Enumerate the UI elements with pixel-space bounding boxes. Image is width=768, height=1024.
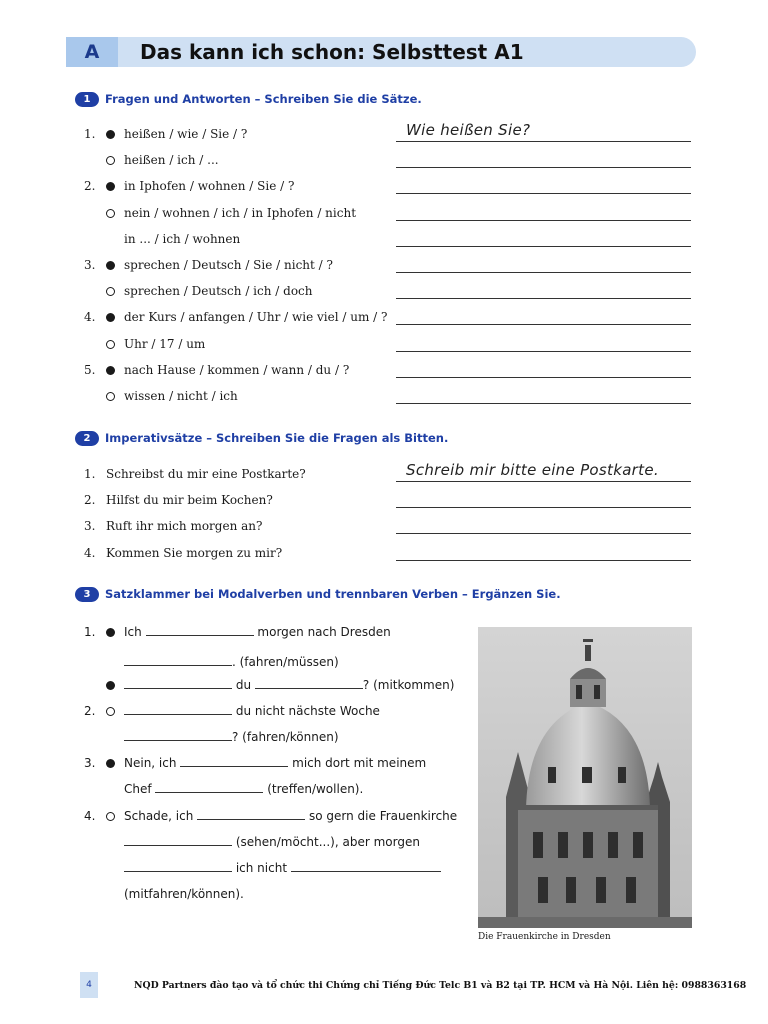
blank-field[interactable] <box>180 754 288 767</box>
speaker-filled-icon <box>106 628 115 637</box>
speaker-filled-icon <box>106 313 115 322</box>
blank-field[interactable] <box>124 653 232 666</box>
prompt-text: Uhr / 17 / um <box>124 336 206 351</box>
answer-line[interactable] <box>396 220 691 221</box>
answer-line[interactable] <box>396 272 691 273</box>
fill-line <box>124 753 426 773</box>
speaker-filled-icon <box>106 182 115 191</box>
exercise-row <box>0 490 768 510</box>
item-number: 2. <box>84 704 96 718</box>
fill-text: . (fahren/müssen) <box>232 655 339 669</box>
speaker-open-icon <box>106 707 115 716</box>
section2-heading <box>75 431 448 446</box>
exercise-row <box>0 516 768 536</box>
section3-number: 3 <box>75 587 99 602</box>
answer-line[interactable] <box>396 403 691 404</box>
answer-line[interactable] <box>396 351 691 352</box>
blank-field[interactable] <box>124 833 232 846</box>
blank-field[interactable] <box>124 676 232 689</box>
photo-caption: Die Frauenkirche in Dresden <box>478 932 611 942</box>
blank-field[interactable] <box>291 859 441 872</box>
prompt-text: nein / wohnen / ich / in Iphofen / nicht <box>124 205 357 220</box>
prompt-text: nach Hause / kommen / wann / du / ? <box>124 362 350 377</box>
speaker-filled-icon <box>106 366 115 375</box>
fill-line <box>124 622 391 642</box>
speaker-filled-icon <box>106 130 115 139</box>
page-title: Das kann ich schon: Selbsttest A1 <box>140 40 524 64</box>
answer-line[interactable] <box>396 298 691 299</box>
exercise-row <box>0 281 768 301</box>
item-number: 1. <box>84 467 96 481</box>
answer-line[interactable] <box>396 507 691 508</box>
answer-line[interactable] <box>396 141 691 142</box>
answer-line[interactable] <box>396 533 691 534</box>
section2-title: Imperativsätze – Schreiben Sie die Fragen als Bitten. <box>105 431 449 445</box>
fill-line <box>124 832 420 852</box>
fill-line <box>124 806 457 826</box>
exercise-row <box>0 334 768 354</box>
item-number: 3. <box>84 756 96 770</box>
page-number: 4 <box>80 972 98 998</box>
exercise-row <box>0 386 768 406</box>
fill-text: ich nicht <box>235 861 288 875</box>
blank-field[interactable] <box>255 676 363 689</box>
exercise-row <box>0 150 768 170</box>
speaker-open-icon <box>106 287 115 296</box>
speaker-filled-icon <box>106 261 115 270</box>
speaker-filled-icon <box>106 759 115 768</box>
prompt-text: der Kurs / anfangen / Uhr / wie viel / um / ? <box>124 310 388 325</box>
speaker-filled-icon <box>106 681 115 690</box>
speaker-open-icon <box>106 812 115 821</box>
fill-text: ? (fahren/können) <box>232 730 339 744</box>
fill-text: (treffen/wollen). <box>267 782 364 796</box>
fill-text: mich dort mit meinem <box>292 756 427 770</box>
fill-line <box>124 858 441 878</box>
header-letter: A <box>66 37 118 67</box>
item-number: 2. <box>84 493 96 508</box>
prompt-text: Hilfst du mir beim Kochen? <box>106 493 273 508</box>
fill-line <box>124 779 363 799</box>
answer-line[interactable] <box>396 324 691 325</box>
speaker-open-icon <box>106 156 115 165</box>
exercise-row <box>0 203 768 223</box>
fill-text: du nicht nächste Woche <box>235 704 380 718</box>
item-number: 3. <box>84 519 96 534</box>
blank-field[interactable] <box>124 859 232 872</box>
fill-text: Chef <box>124 782 152 796</box>
section2-number: 2 <box>75 431 99 446</box>
speaker-open-icon <box>106 340 115 349</box>
blank-field[interactable] <box>155 780 263 793</box>
answer-line[interactable] <box>396 167 691 168</box>
frauenkirche-photo <box>478 627 692 928</box>
exercise-row <box>0 360 768 380</box>
item-number: 5. <box>84 362 96 377</box>
footer-text: NQD Partners đào tạo và tổ chức thi Chứng chỉ Tiếng Đức Telc B1 và B2 tại TP. HCM và Hà Nội. Liên hệ: 0988363168 <box>134 980 747 991</box>
item-number: 3. <box>84 258 96 272</box>
exercise-row <box>0 255 768 275</box>
prompt-text: heißen / ich / ... <box>124 153 219 168</box>
fill-text: du <box>235 678 252 692</box>
fill-text: Nein, ich <box>124 756 177 770</box>
prompt-text: in ... / ich / wohnen <box>124 231 241 246</box>
exercise-row <box>0 307 768 327</box>
prompt-text: heißen / wie / Sie / ? <box>124 127 248 141</box>
fill-text: ? (mitkommen) <box>362 678 455 692</box>
item-number: 4. <box>84 809 96 823</box>
fill-text: Schade, ich <box>124 809 194 823</box>
answer-line[interactable] <box>396 481 691 482</box>
prompt-text: Ruft ihr mich morgen an? <box>106 519 263 534</box>
answer-line[interactable] <box>396 560 691 561</box>
blank-field[interactable] <box>197 807 305 820</box>
exercise-row <box>0 121 768 144</box>
fill-text: Ich <box>124 625 142 639</box>
exercise-row <box>0 229 768 249</box>
prompt-text: Kommen Sie morgen zu mir? <box>106 545 283 560</box>
fill-line <box>124 701 380 721</box>
fill-text: (sehen/möcht...), aber morgen <box>235 835 420 849</box>
fill-text: (mitfahren/können). <box>124 887 244 901</box>
item-number: 4. <box>84 545 96 560</box>
item-number: 1. <box>84 127 96 141</box>
fill-text: morgen nach Dresden <box>257 625 391 639</box>
section3-title: Satzklammer bei Modalverben und trennbaren Verben – Ergänzen Sie. <box>105 587 561 601</box>
exercise-row <box>0 176 768 196</box>
handwritten-answer: Wie heißen Sie? <box>406 121 531 139</box>
prompt-text: in Iphofen / wohnen / Sie / ? <box>124 179 295 194</box>
prompt-text: sprechen / Deutsch / Sie / nicht / ? <box>124 258 333 272</box>
fill-text: so gern die Frauenkirche <box>309 809 458 823</box>
prompt-text: wissen / nicht / ich <box>124 389 238 403</box>
blank-field[interactable] <box>124 728 232 741</box>
answer-line[interactable] <box>396 246 691 247</box>
item-number: 4. <box>84 310 96 325</box>
blank-field[interactable] <box>124 702 232 715</box>
answer-line[interactable] <box>396 193 691 194</box>
answer-line[interactable] <box>396 377 691 378</box>
item-number: 1. <box>84 625 96 639</box>
handwritten-answer: Schreib mir bitte eine Postkarte. <box>406 461 659 479</box>
speaker-open-icon <box>106 392 115 401</box>
exercise-row <box>0 543 768 563</box>
section1-number: 1 <box>75 92 99 107</box>
fill-line <box>124 652 339 672</box>
section3-heading <box>75 587 561 602</box>
speaker-open-icon <box>106 209 115 218</box>
blank-field[interactable] <box>146 623 254 636</box>
exercise-row <box>0 461 768 484</box>
section1-title: Fragen und Antworten – Schreiben Sie die Sätze. <box>105 92 422 106</box>
prompt-text: Schreibst du mir eine Postkarte? <box>106 467 306 481</box>
fill-line <box>124 727 339 747</box>
fill-line <box>124 675 454 695</box>
section1-heading <box>75 92 422 107</box>
item-number: 2. <box>84 179 96 194</box>
prompt-text: sprechen / Deutsch / ich / doch <box>124 284 313 299</box>
